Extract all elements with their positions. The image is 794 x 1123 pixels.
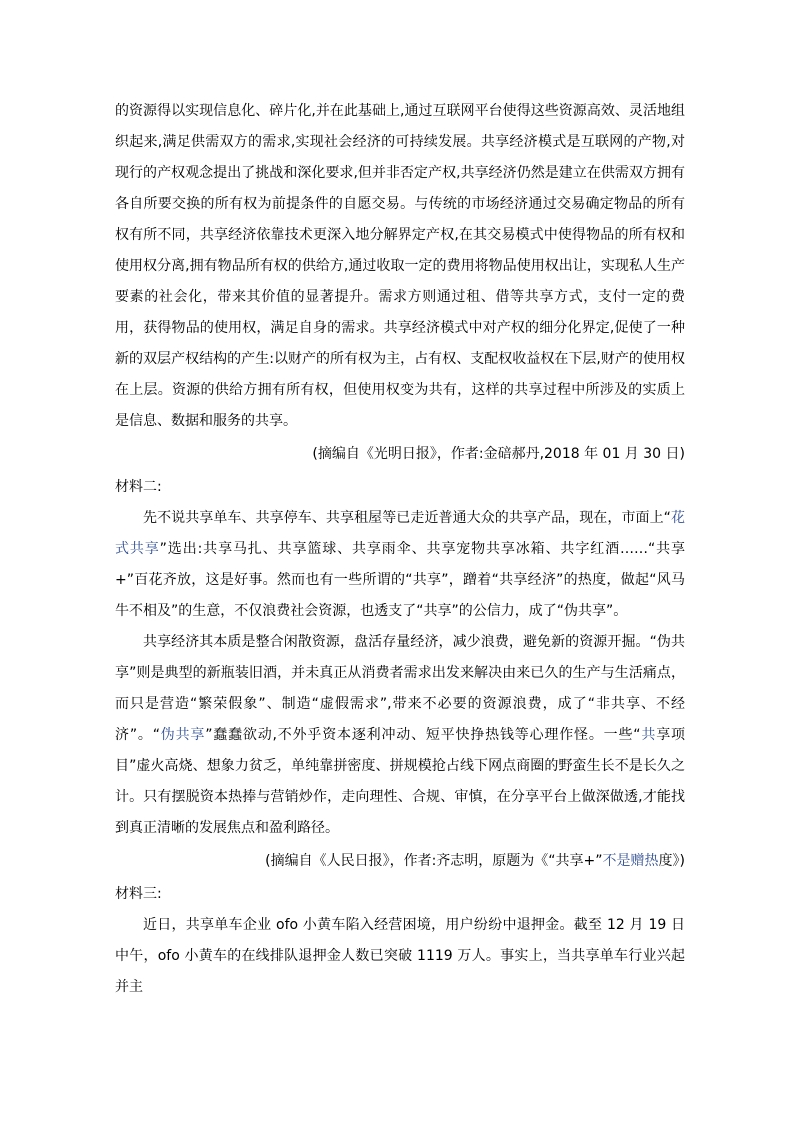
- text-run: ”蠢蠢欲动,不外乎资本逐利冲动、短平快挣热钱等心理作怪。一些“: [205, 727, 641, 743]
- material1-paragraph: 的资源得以实现信息化、碎片化,并在此基础上,通过互联网平台使得这些资源高效、灵活地组织起来,满足供需双方的需求,实现社会经济的可持续发展。共享经济模式是互联网的产物,对现行的产权观念提出了挑战和深化要求,但并非否定产权,共享经济仍然是建立在供需双方拥有各自所要交换的所有权为前提条件的自愿交易。与传统的市场经济通过交易确定物品的所有权有所不同，共享经济依靠技术更深入地分解界定产权,在其交易模式中使得物品的所有权和使用权分离,拥有物品所有权的供给方,通过收取一定的费用将物品使用权出让，实现私人生产要素的社会化，带来其价值的显著提升。需求方则通过租、借等共享方式，支付一定的费用，获得物品的使用权，满足自身的需求。共享经济模式中对产权的细分化界定,促使了一种新的双层产权结构的产生:以财产的所有权为主，占有权、支配权收益权在下层,财产的使用权在上层。资源的供给方拥有所有权，但使用权变为共有，这样的共享过程中所涉及的实质上是信息、数据和服务的共享。: [115, 103, 685, 429]
- highlight-text: 花式共享: [115, 510, 685, 557]
- text-run: ”选出:共享马扎、共享篮球、共享雨伞、共享宠物共享冰箱、共字红酒……“共享+”百花齐放，这是好事。然而也有一些所谓的“共享”，蹭着“共享经济”的热度，做起“风马牛不相及”的生意，不仅浪费社会资源，也透支了“共享”的公信力，成了“伪共享”。: [115, 541, 686, 619]
- text-run: 共享经济其本质是整合闲散资源，盘活存量经济，减少浪费，避免新的资源开掘。“伪共享”则是典型的新瓶装旧酒，并未真正从消费者需求出发来解决由来已久的生产与生活痛点，而只是营造“繁荣假象”、制造“虚假需求”,带来不必要的资源浪费，成了“非共享、不经济”。“: [115, 634, 685, 743]
- document-page: [115, 96, 685, 1003]
- material2-heading: 材料二:: [115, 479, 162, 495]
- material3-heading: 材料三:: [115, 886, 162, 902]
- text-run: (摘编自《人民日报》，作者:齐志明，原题为《“共享+”: [265, 853, 603, 869]
- text-run: 先不说共享单车、共享停车、共享租屋等已走近普通大众的共享产品，现在，市面上“: [143, 510, 671, 526]
- material2-paragraph-2: [115, 627, 685, 844]
- material1-source: (摘编自《光明日报》，作者:金碚郝丹,2018 年 01 月 30 日): [312, 446, 685, 462]
- material3-paragraph-1: 近日，共享单车企业 ofo 小黄车陷入经营困境，用户纷纷中退押金。截至 12 月 19 日中午，ofo 小黄车的在线排队退押金人数已突破 1119 万人。事实上，当共享单车行业兴起并主: [115, 917, 685, 995]
- material2-source: [115, 846, 685, 877]
- text-run: 度》): [658, 853, 685, 869]
- highlight-text: 共: [640, 727, 657, 743]
- material2-paragraph-1: [115, 503, 685, 627]
- text-run: 享项目”虚火高烧、想象力贫乏，单纯靠拼密度、拼规模抢占线下网点商圈的野蛮生长不是长久之计。只有摆脱资本热捧与营销炒作，走向理性、合规、审慎，在分享平台上做深做透,才能找到真正清晰的发展焦点和盈利路径。: [115, 727, 686, 836]
- highlight-text: 伪共享: [159, 727, 206, 743]
- highlight-text: 不是赠热: [602, 853, 659, 869]
